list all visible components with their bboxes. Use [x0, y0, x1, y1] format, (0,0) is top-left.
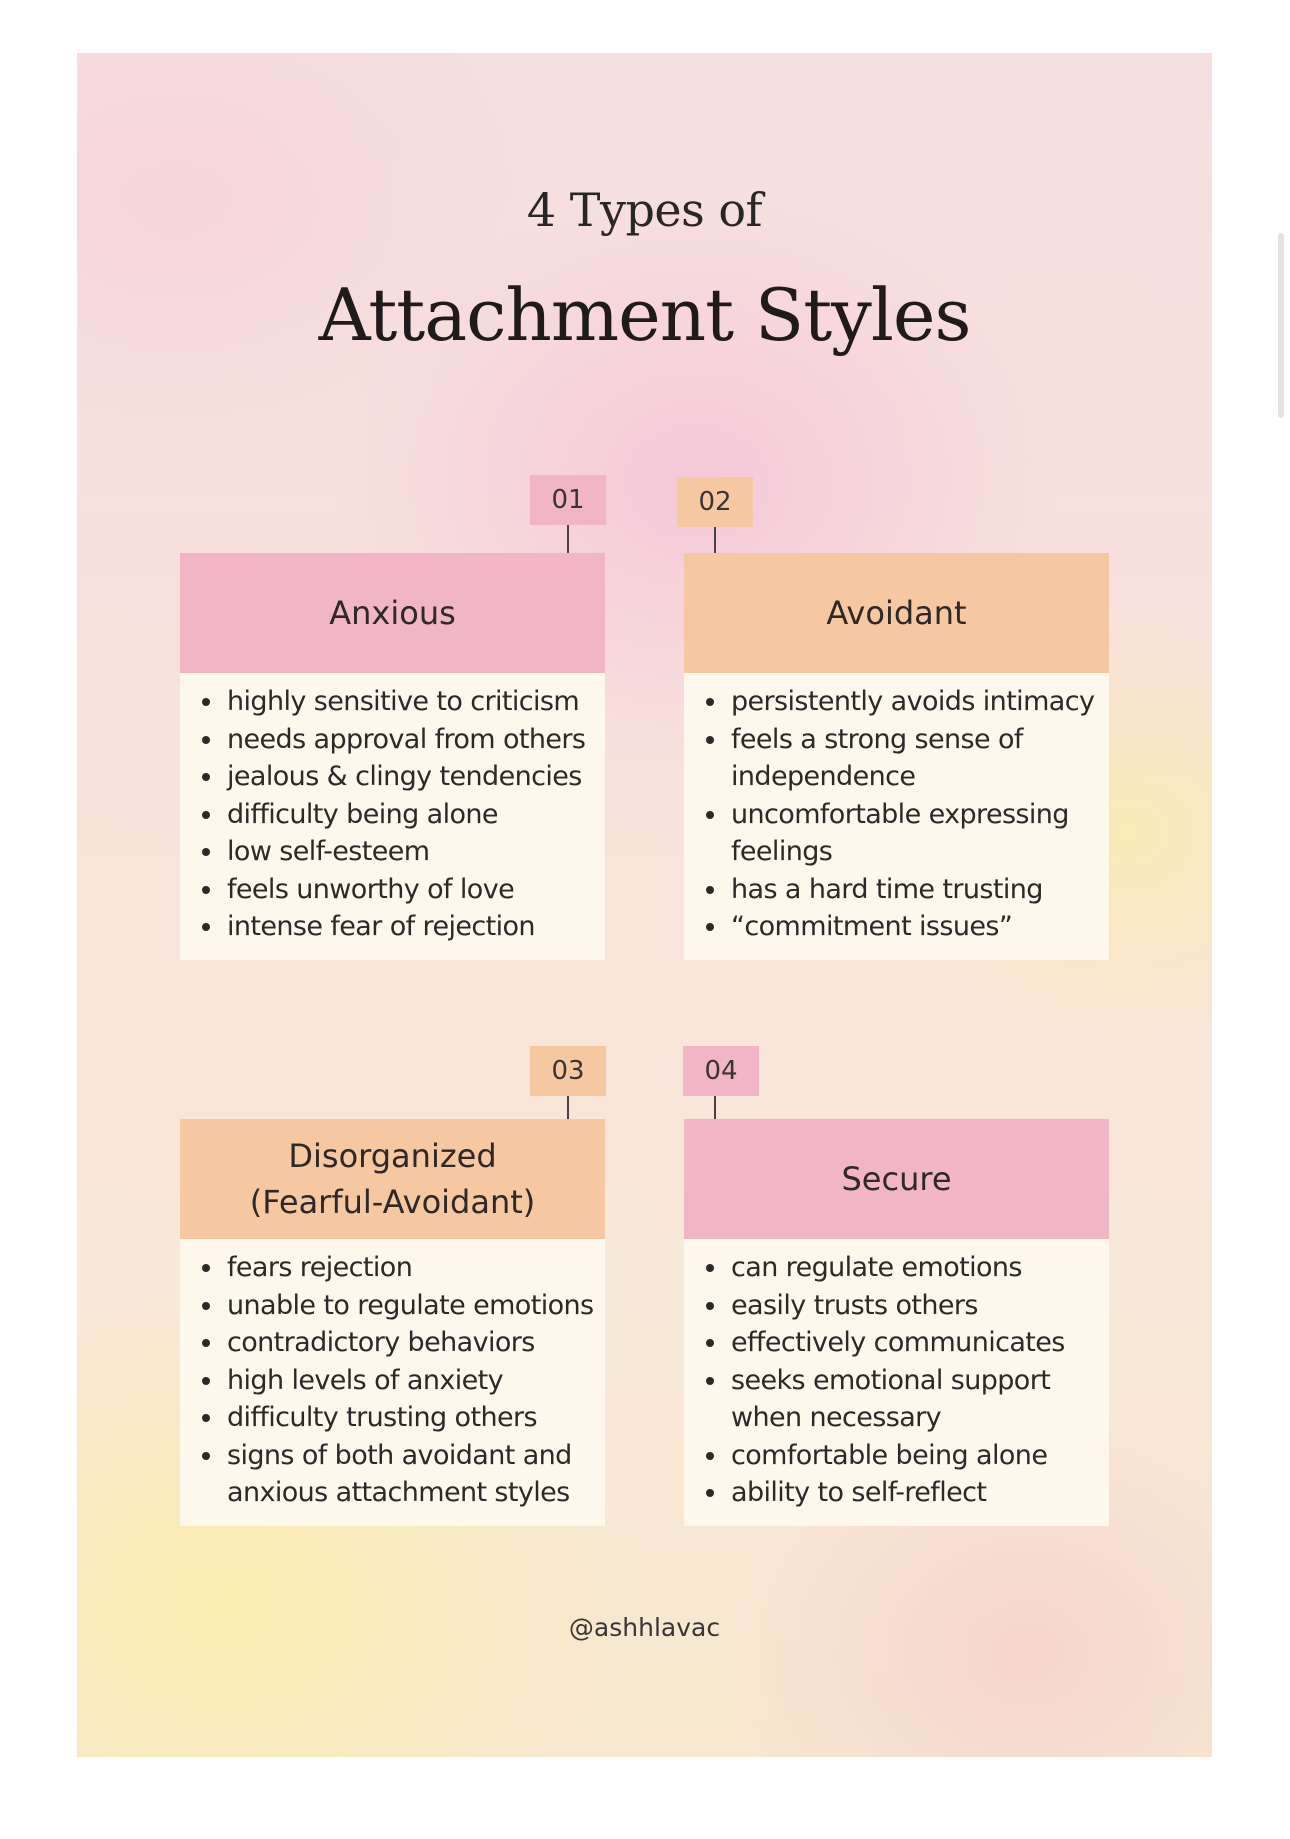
trait-item: can regulate emotions	[702, 1249, 1103, 1287]
style-number-tag: 04	[683, 1046, 759, 1096]
trait-item: contradictory behaviors	[198, 1324, 599, 1362]
card-heading	[180, 1119, 605, 1239]
scrollbar-thumb[interactable]	[1278, 233, 1284, 418]
trait-item: effectively communicates	[702, 1324, 1103, 1362]
trait-item: fears rejection	[198, 1249, 599, 1287]
style-number-tag: 03	[530, 1046, 606, 1096]
trait-item: comfortable being alone	[702, 1437, 1103, 1475]
card-avoidant	[684, 553, 1109, 960]
author-handle: @ashhlavac	[568, 1613, 721, 1642]
style-name: Anxious	[329, 594, 456, 632]
trait-item: feels a strong sense of independence	[702, 721, 1103, 796]
trait-item: signs of both avoidant and anxious attachment styles	[198, 1437, 599, 1512]
trait-item: difficulty trusting others	[198, 1399, 599, 1437]
card-anxious	[180, 553, 605, 960]
trait-item: low self-esteem	[198, 833, 599, 871]
card-trait-list	[684, 1239, 1109, 1526]
trait-item: unable to regulate emotions	[198, 1287, 599, 1325]
style-name: Disorganized	[288, 1137, 497, 1175]
card-heading	[180, 553, 605, 673]
infographic-poster	[77, 53, 1212, 1757]
trait-item: needs approval from others	[198, 721, 599, 759]
card-trait-list	[180, 1239, 605, 1526]
card-heading	[684, 553, 1109, 673]
trait-item: seeks emotional support when necessary	[702, 1362, 1103, 1437]
card-heading	[684, 1119, 1109, 1239]
card-trait-list	[180, 673, 605, 960]
trait-item: intense fear of rejection	[198, 908, 599, 946]
trait-item: feels unworthy of love	[198, 871, 599, 909]
card-secure	[684, 1119, 1109, 1526]
poster-subtitle: 4 Types of	[526, 183, 763, 237]
trait-item: jealous & clingy tendencies	[198, 758, 599, 796]
style-number-tag: 01	[530, 475, 606, 525]
poster-title: Attachment Styles	[318, 273, 971, 357]
style-name: Secure	[841, 1160, 952, 1198]
style-number-tag: 02	[677, 477, 753, 527]
style-name: Avoidant	[826, 594, 967, 632]
style-name-subtitle: (Fearful-Avoidant)	[249, 1183, 536, 1221]
card-disorganized	[180, 1119, 605, 1526]
trait-item: high levels of anxiety	[198, 1362, 599, 1400]
trait-item: has a hard time trusting	[702, 871, 1103, 909]
trait-item: uncomfortable expressing feelings	[702, 796, 1103, 871]
trait-item: difficulty being alone	[198, 796, 599, 834]
trait-item: ability to self-reflect	[702, 1474, 1103, 1512]
trait-item: easily trusts others	[702, 1287, 1103, 1325]
trait-item: “commitment issues”	[702, 908, 1103, 946]
card-trait-list	[684, 673, 1109, 960]
scrollbar[interactable]	[1272, 0, 1290, 1839]
trait-item: persistently avoids intimacy	[702, 683, 1103, 721]
trait-item: highly sensitive to criticism	[198, 683, 599, 721]
